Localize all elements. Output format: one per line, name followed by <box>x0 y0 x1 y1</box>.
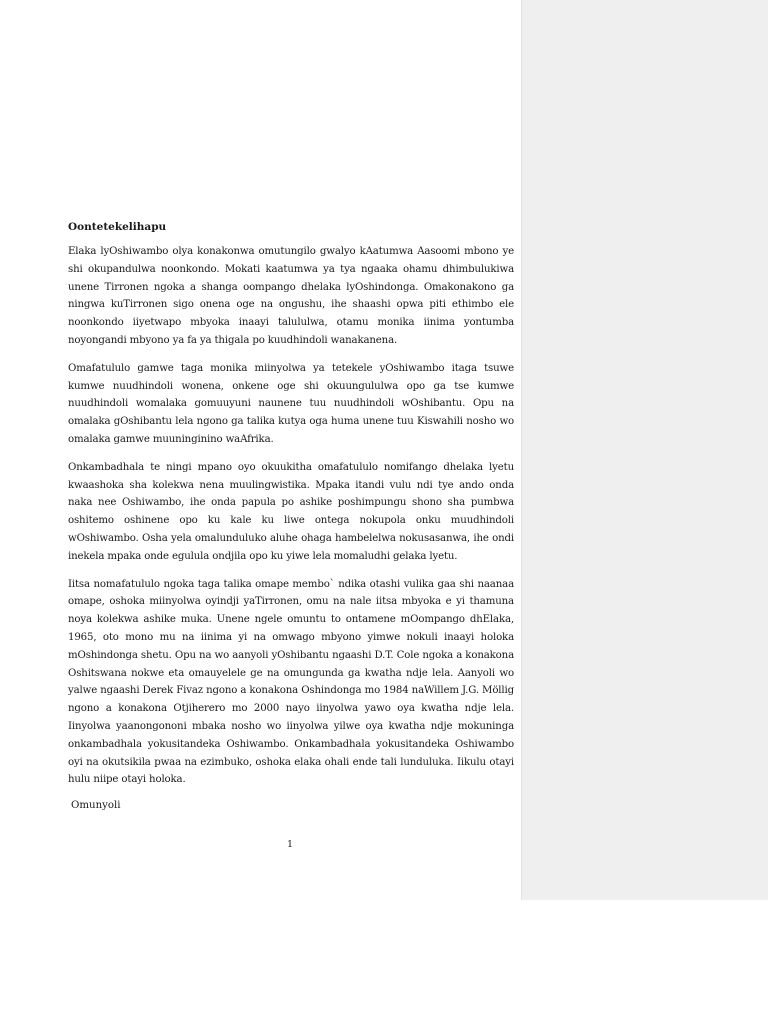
author-signature: Omunyoli <box>71 800 121 812</box>
paragraph-1: Elaka lyOshiwambo olya konakonwa omutungilo gwalyo kAatumwa Aasoomi mbono ye shi okupandulwa noonkondo. Mokati kaatumwa ya tya ngaaka ohamu dhimbulukiwa unene Tirronen ngoka a shanga oompango dhelaka lyOshindonga. Omakonakono ga ningwa kuTirronen sigo onena oge na ongushu, ihe shaashi opwa piti ethimbo ele noonkondo iiyetwapo mbyoka inaayi talululwa, otamu monika iinima yontumba noyongandi mbyono ya fa ya thigala po kuudhindoli wanakanena. <box>68 246 514 346</box>
document-body <box>68 220 514 813</box>
paragraph-2: Omafatululo gamwe taga monika miinyolwa ya tetekele yOshiwambo itaga tsuwe kumwe nuudhindoli wonena, onkene oge shi okuungululwa opo ga tse kumwe nuudhindoli womalaka gomuuyuni naunene tuu nuudhindoli wOshibantu. Opu na omalaka gOshibantu lela ngono ga talika kutya oga huma unene tuu Kiswahili nosho wo omalaka gamwe muuninginino waAfrika. <box>68 362 514 445</box>
paragraph-3: Onkambadhala te ningi mpano oyo okuukitha omafatululo nomifango dhelaka lyetu kwaashoka sha kolekwa nena muulingwistika. Mpaka itandi vulu ndi tye ando onda naka nee Oshiwambo, ihe onda papula po ashike poshimpungu shono sha pumbwa oshitemo oshinene opo ku kale ku liwe ontega nokupola onku muudhindoli wOshiwambo. Osha yela omalunduluko aluhe ohaga hambelelwa nokusasanwa, ihe ondi inekela mpaka onde egulula ondjila opo ku yiwe lela momaludhi gelaka lyetu. <box>68 461 514 562</box>
comment-margin-pane <box>521 0 768 900</box>
page-number: 1 <box>286 839 294 850</box>
page-title: Oontetekelihapu <box>68 221 167 233</box>
paragraph-4: Iitsa nomafatululo ngoka taga talika omape membo` ndika otashi vulika gaa shi naanaa omape, oshoka miinyolwa oyindji yaTirronen, omu na nale iitsa mbyoka e yi thamuna noya kolekwa ashike muka. Unene ngele omuntu to ontamene mOompango dhElaka, 1965, oto mono mu na iinima yi na omwago mbyono yimwe nokuli inaayi holoka mOshindonga shetu. Opu na wo aanyoli yOshibantu ngaashi D.T. Cole ngoka a konakona Oshitswana nokwe eta omauyelele ge na omungunda ga kwatha ndje lela. Aanyoli wo yalwe ngaashi Derek Fivaz ngono a konakona Oshindonga mo 1984 naWillem J.G. Möllig ngono a konakona Otjiherero mo 2000 nayo iinyolwa yawo oya kwatha ndje lela. Iinyolwa yaanongononi mbaka nosho wo iinyolwa yilwe oya kwatha ndje mokuninga onkambadhala yokusitandeka Oshiwambo. Onkambadhala yokusitandeka Oshiwambo oyi na okutsikila pwaa na ezimbuko, oshoka elaka ohali ende tali lunduluka. Iikulu otayi hulu niipe otayi holoka. <box>68 578 514 786</box>
